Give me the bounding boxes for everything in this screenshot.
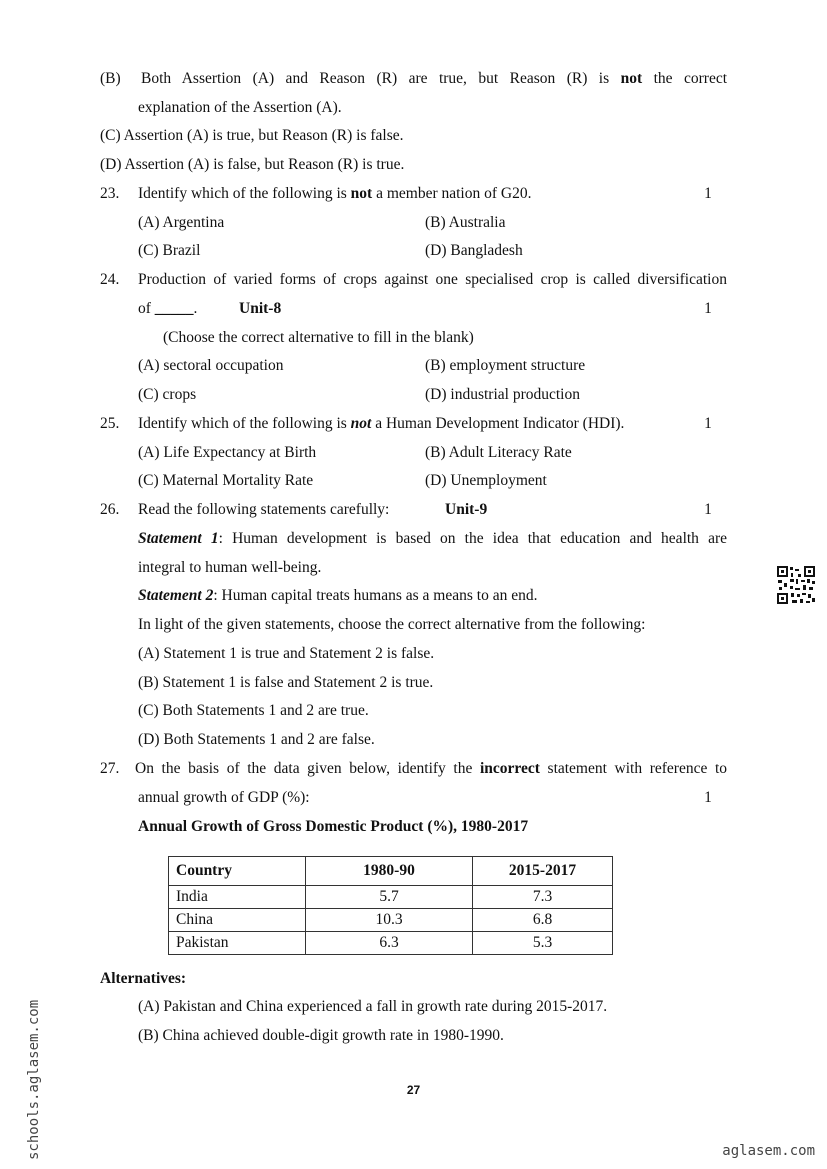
q27-number: 27. xyxy=(100,760,120,777)
gdp-cell-country: India xyxy=(169,886,306,909)
q25-option-d: (D) Unemployment xyxy=(425,472,547,489)
q24-marks: 1 xyxy=(704,300,712,317)
gdp-cell-1980-90: 5.7 xyxy=(306,886,473,909)
qr-code-icon[interactable] xyxy=(776,565,816,605)
q27-text-pre: On the basis of the data given below, identify the xyxy=(135,760,473,777)
table-row xyxy=(169,909,613,932)
q23-option-b: (B) Australia xyxy=(425,214,506,231)
q22-option-c: (C) Assertion (A) is true, but Reason (R) is false. xyxy=(100,127,404,144)
q22-option-b-line1 xyxy=(141,69,727,89)
q26-question: Read the following statements carefully: xyxy=(138,501,390,518)
q26-unit-label: Unit-9 xyxy=(445,501,488,518)
q25-question xyxy=(138,414,624,434)
q23-question xyxy=(138,184,531,204)
q27-marks: 1 xyxy=(704,789,712,806)
q23-text-post: a member nation of G20. xyxy=(376,185,532,202)
q24-question-line1: Production of varied forms of crops against one specialised crop is called diversification xyxy=(138,271,727,288)
side-watermark: schools.aglasem.com xyxy=(26,999,42,1160)
q26-statement-1-line2: integral to human well-being. xyxy=(138,559,322,576)
gdp-cell-country: Pakistan xyxy=(169,932,306,955)
table-row xyxy=(169,886,613,909)
q27-text-bold: incorrect xyxy=(479,760,540,777)
q25-option-a: (A) Life Expectancy at Birth xyxy=(138,444,317,461)
gdp-cell-2015-2017: 7.3 xyxy=(473,886,613,909)
q24-instruction: (Choose the correct alternative to fill in the blank) xyxy=(163,329,474,346)
gdp-table xyxy=(168,856,613,955)
q25-text-pre: Identify which of the following is xyxy=(138,415,347,432)
q25-option-b: (B) Adult Literacy Rate xyxy=(425,444,572,461)
q22-option-b-prefix: (B) xyxy=(100,70,121,87)
q26-option-b: (B) Statement 1 is false and Statement 2 is true. xyxy=(138,674,434,691)
q24-dot: . xyxy=(193,300,198,317)
gdp-cell-2015-2017: 5.3 xyxy=(473,932,613,955)
page-number: 27 xyxy=(406,1083,421,1097)
gdp-table-header-row xyxy=(169,857,613,886)
q27-table-title: Annual Growth of Gross Domestic Product (%), 1980-2017 xyxy=(138,818,529,835)
q22-option-b-text: Both Assertion (A) and Reason (R) are true, but Reason (R) is xyxy=(141,70,610,87)
q26-prompt: In light of the given statements, choose the correct alternative from the following: xyxy=(138,616,646,633)
gdp-cell-1980-90: 6.3 xyxy=(306,932,473,955)
q24-option-b: (B) employment structure xyxy=(425,357,586,374)
gdp-header-2015-2017: 2015-2017 xyxy=(473,857,613,886)
q27-alternatives-label: Alternatives: xyxy=(100,970,187,987)
q22-option-b-tail: the correct xyxy=(653,70,728,87)
q24-option-a: (A) sectoral occupation xyxy=(138,357,284,374)
q26-statement-2-text: : Human capital treats humans as a means to an end. xyxy=(213,587,538,604)
q26-option-a: (A) Statement 1 is true and Statement 2 is false. xyxy=(138,645,435,662)
q26-marks: 1 xyxy=(704,501,712,518)
q22-option-b-not: not xyxy=(620,70,643,87)
q26-statement-1-line1 xyxy=(138,529,727,549)
q24-of: of xyxy=(138,300,151,317)
q22-option-d: (D) Assertion (A) is false, but Reason (R) is true. xyxy=(100,156,405,173)
q23-text-pre: Identify which of the following is xyxy=(138,185,347,202)
q26-statement-1-text: : Human development is based on the idea that education and health are xyxy=(218,530,728,547)
gdp-header-1980-90: 1980-90 xyxy=(306,857,473,886)
q24-question-line2 xyxy=(138,299,197,319)
q26-option-c: (C) Both Statements 1 and 2 are true. xyxy=(138,702,369,719)
q23-number: 23. xyxy=(100,185,120,202)
q27-alternative-b: (B) China achieved double-digit growth rate in 1980-1990. xyxy=(138,1027,504,1044)
q27-question-line2: annual growth of GDP (%): xyxy=(138,789,310,806)
q27-question-line1 xyxy=(135,759,727,779)
table-row xyxy=(169,932,613,955)
q27-text-post: statement with reference to xyxy=(547,760,727,777)
q26-option-d: (D) Both Statements 1 and 2 are false. xyxy=(138,731,375,748)
q24-option-c: (C) crops xyxy=(138,386,197,403)
q23-text-bold: not xyxy=(350,185,373,202)
q23-option-c: (C) Brazil xyxy=(138,242,201,259)
q23-option-d: (D) Bangladesh xyxy=(425,242,523,259)
q25-text-post: a Human Development Indicator (HDI). xyxy=(375,415,625,432)
q26-statement-2-label: Statement 2 xyxy=(138,587,214,604)
q25-option-c: (C) Maternal Mortality Rate xyxy=(138,472,314,489)
gdp-header-country: Country xyxy=(169,857,306,886)
q24-number: 24. xyxy=(100,271,120,288)
q23-marks: 1 xyxy=(704,185,712,202)
q26-statement-1-label: Statement 1 xyxy=(138,530,219,547)
gdp-cell-2015-2017: 6.8 xyxy=(473,909,613,932)
q25-number: 25. xyxy=(100,415,120,432)
gdp-cell-1980-90: 10.3 xyxy=(306,909,473,932)
q26-number: 26. xyxy=(100,501,120,518)
q27-alternative-a: (A) Pakistan and China experienced a fall in growth rate during 2015-2017. xyxy=(138,998,608,1015)
q25-text-bold: not xyxy=(350,415,372,432)
q23-option-a: (A) Argentina xyxy=(138,214,225,231)
q24-unit-label: Unit-8 xyxy=(239,300,282,317)
gdp-cell-country: China xyxy=(169,909,306,932)
q24-option-d: (D) industrial production xyxy=(425,386,580,403)
q25-marks: 1 xyxy=(704,415,712,432)
footer-watermark: aglasem.com xyxy=(722,1143,815,1159)
q24-blank: _____ xyxy=(154,300,194,317)
q26-statement-2 xyxy=(138,586,537,606)
q22-option-b-line2: explanation of the Assertion (A). xyxy=(138,99,342,116)
